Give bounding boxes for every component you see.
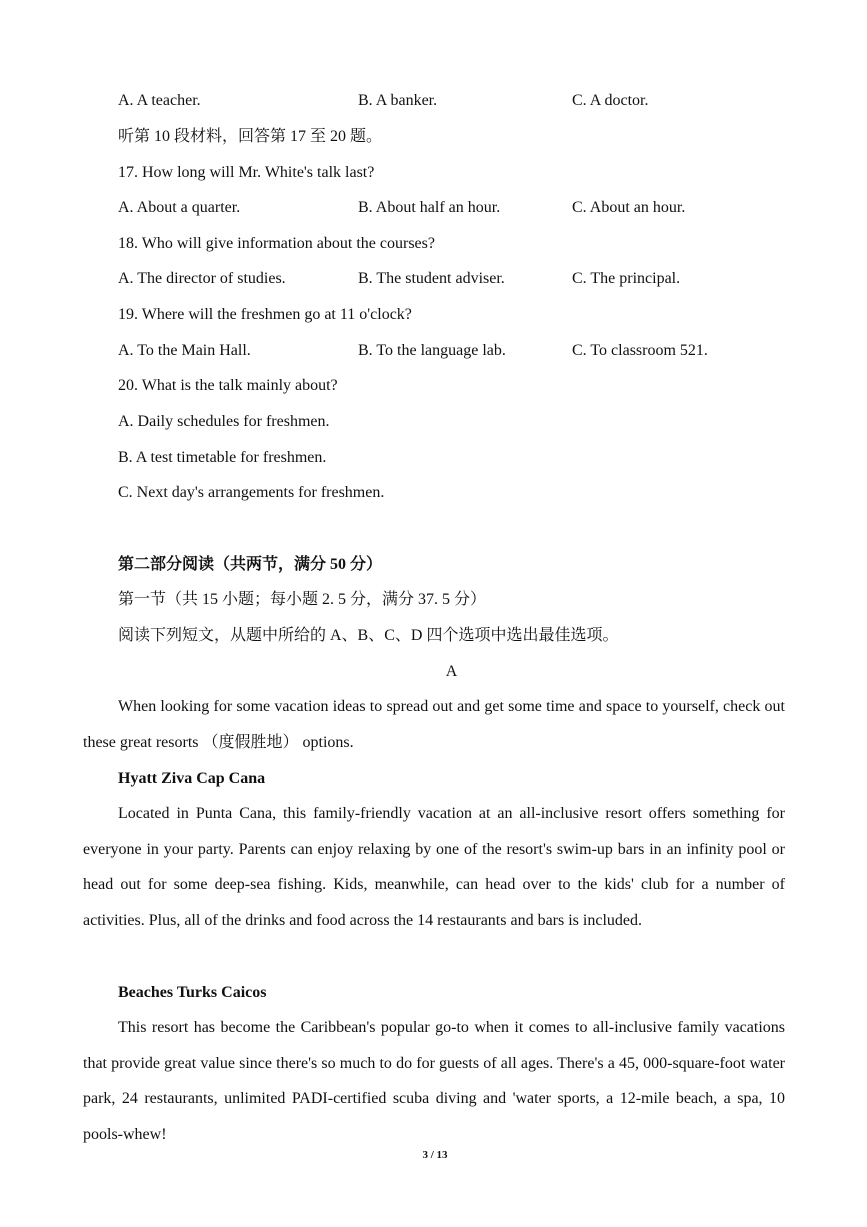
resort1-name: Hyatt Ziva Cap Cana — [118, 770, 266, 787]
q20-option-a: A. Daily schedules for freshmen. — [118, 413, 330, 430]
q17-question: 17. How long will Mr. White's talk last? — [118, 164, 375, 181]
q19-question: 19. Where will the freshmen go at 11 o'clock? — [118, 306, 412, 323]
q16-option-b: B. A banker. — [358, 92, 438, 109]
q20-option-c: C. Next day's arrangements for freshmen. — [118, 484, 385, 501]
q19-option-c: C. To classroom 521. — [572, 342, 708, 359]
resort1-text: Located in Punta Cana, this family-friendly vacation at an all-inclusive resort offers something for everyone in your party. Parents can enjoy relaxing by one of the resort's swim-up bars in an infinity pool or head out for some deep-sea fishing. Kids, meanwhile, can head over to the kids' club for a number of activities. Plus, all of the drinks and food across the 14 restaurants and bars is included. — [83, 805, 785, 930]
q17-option-c: C. About an hour. — [572, 199, 686, 216]
q16-option-c: C. A doctor. — [572, 92, 649, 109]
q19-option-a: A. To the Main Hall. — [118, 342, 251, 359]
resort2-name: Beaches Turks Caicos — [118, 984, 267, 1001]
passage-letter: A — [445, 663, 458, 680]
q18-option-b: B. The student adviser. — [358, 270, 505, 287]
q20-question: 20. What is the talk mainly about? — [118, 377, 338, 394]
q18-option-a: A. The director of studies. — [118, 270, 286, 287]
intro-paragraph: When looking for some vacation ideas to spread out and get some time and space to yourself, check out these great resorts （度假胜地） options. — [83, 698, 785, 751]
q16-option-a: A. A teacher. — [118, 92, 201, 109]
reading-instruction: 阅读下列短文，从题中所给的 A、B、C、D 四个选项中选出最佳选项。 — [118, 627, 619, 644]
q20-option-b: B. A test timetable for freshmen. — [118, 449, 327, 466]
q19-option-b: B. To the language lab. — [358, 342, 506, 359]
q17-option-a: A. About a quarter. — [118, 199, 241, 216]
section10-instruction: 听第 10 段材料，回答第 17 至 20 题。 — [118, 128, 383, 145]
q18-option-c: C. The principal. — [572, 270, 681, 287]
section1-title: 第一节（共 15 小题；每小题 2. 5 分，满分 37. 5 分） — [118, 591, 487, 608]
page-number: 3 / 13 — [422, 1149, 448, 1161]
q17-option-b: B. About half an hour. — [358, 199, 501, 216]
resort2-text: This resort has become the Caribbean's popular go-to when it comes to all-inclusive family vacations that provide great value since there's so much to do for guests of all ages. There's a 45, 000-square-foot water park, 24 restaurants, unlimited PADI-certified scuba diving and 'water sports, a 12-mile beach, a spa, 10 pools-whew! — [83, 1019, 785, 1144]
part2-title: 第二部分阅读（共两节，满分 50 分） — [118, 556, 383, 573]
q18-question: 18. Who will give information about the courses? — [118, 235, 435, 252]
